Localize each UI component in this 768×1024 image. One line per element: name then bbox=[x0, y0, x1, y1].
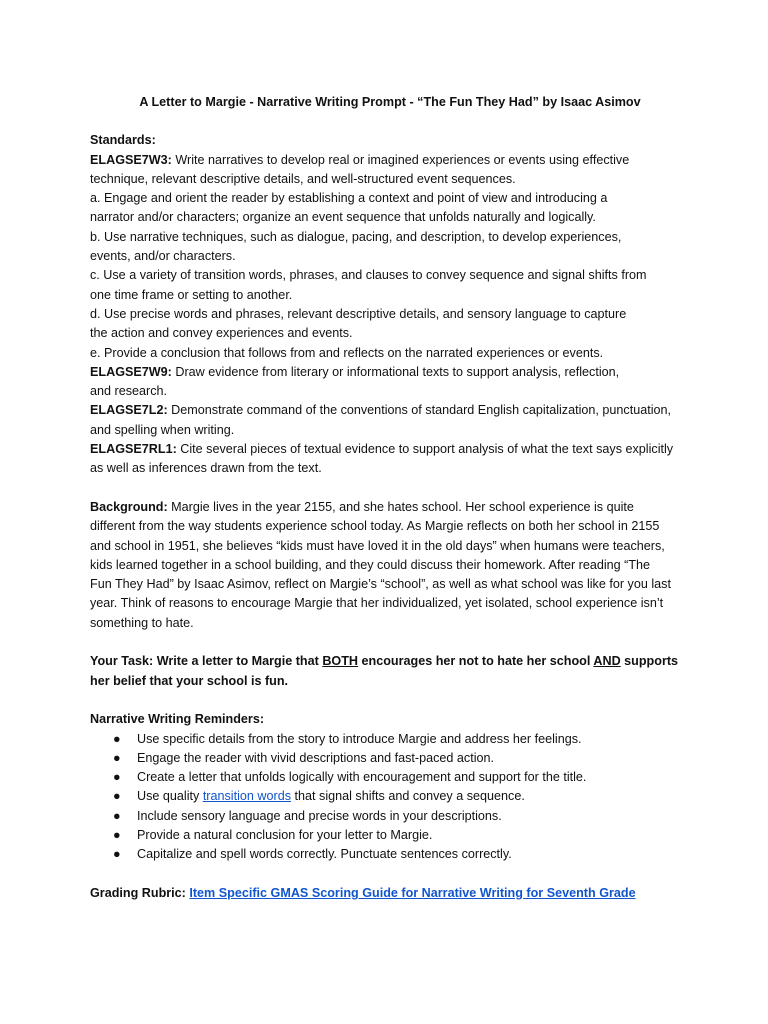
spacer bbox=[90, 865, 690, 884]
background-line-6: year. Think of reasons to encourage Margie that her individualized, yet isolated, school experience isn’t bbox=[90, 596, 664, 611]
standard-l2-line-2: and spelling when writing. bbox=[90, 422, 235, 437]
standard-b-line-1: b. Use narrative techniques, such as dialogue, pacing, and description, to develop experiences, bbox=[90, 229, 622, 244]
transition-words-link[interactable]: transition words bbox=[202, 789, 292, 804]
task-line-2: her belief that your school is fun. bbox=[90, 673, 289, 688]
reminders-heading: Narrative Writing Reminders: bbox=[90, 712, 265, 727]
list-item bbox=[90, 826, 690, 845]
reminder-text: Engage the reader with vivid descriptions and fast-paced action. bbox=[137, 750, 495, 765]
list-item bbox=[90, 749, 690, 768]
list-item bbox=[90, 787, 690, 806]
standard-c-line-1: c. Use a variety of transition words, phrases, and clauses to convey sequence and signal shifts from bbox=[90, 268, 647, 283]
reminder-text: Create a letter that unfolds logically with encouragement and support for the title. bbox=[137, 770, 587, 785]
rubric-link[interactable]: Item Specific GMAS Scoring Guide for Narrative Writing for Seventh Grade bbox=[189, 885, 636, 900]
bullet-icon: ● bbox=[113, 827, 121, 842]
standard-w3-line-2: technique, relevant descriptive details, and well-structured event sequences. bbox=[90, 171, 516, 186]
background-line-4: kids learned together in a school building, and they could discuss their homework. After reading “The bbox=[90, 557, 651, 572]
background-line-1 bbox=[90, 498, 690, 517]
standard-rl1-code: ELAGSE7RL1: bbox=[90, 442, 177, 457]
reminders-list bbox=[90, 730, 690, 865]
standard-rl1-text: Cite several pieces of textual evidence to support analysis of what the text says explicitly bbox=[176, 442, 674, 457]
task-line-1 bbox=[90, 652, 690, 671]
standard-l2-line-1 bbox=[90, 401, 690, 420]
task-emphasis-and: AND bbox=[593, 654, 621, 669]
bullet-icon: ● bbox=[113, 847, 121, 862]
background-line-7: something to hate. bbox=[90, 615, 194, 630]
document-page bbox=[90, 93, 690, 903]
background-text: Margie lives in the year 2155, and she hates school. Her school experience is quite bbox=[167, 499, 634, 514]
standard-d-line-2: the action and convey experiences and events. bbox=[90, 326, 353, 341]
task-text-3: supports bbox=[620, 654, 679, 669]
list-item bbox=[90, 807, 690, 826]
standard-rl1-line-2: as well as inferences drawn from the text. bbox=[90, 461, 322, 476]
standard-w3-code: ELAGSE7W3: bbox=[90, 152, 172, 167]
background-line-5: Fun They Had” by Isaac Asimov, reflect on Margie’s “school”, as well as what school was like for you last bbox=[90, 577, 671, 592]
task-text-1: Your Task: Write a letter to Margie that bbox=[90, 654, 323, 669]
document-title: A Letter to Margie - Narrative Writing Prompt - “The Fun They Had” by Isaac Asimov bbox=[139, 95, 641, 109]
standard-w3-line-1 bbox=[90, 151, 690, 170]
reminder-text: Provide a natural conclusion for your letter to Margie. bbox=[137, 827, 433, 842]
list-item bbox=[90, 730, 690, 749]
standard-e-line-1: e. Provide a conclusion that follows from and reflects on the narrated experiences or events. bbox=[90, 345, 604, 360]
standard-a-line-2: narrator and/or characters; organize an event sequence that unfolds naturally and logically. bbox=[90, 210, 596, 225]
bullet-icon: ● bbox=[113, 750, 121, 765]
background-section bbox=[90, 498, 690, 633]
standard-rl1-line-1 bbox=[90, 440, 690, 459]
spacer bbox=[90, 479, 690, 498]
reminder-text: Capitalize and spell words correctly. Punctuate sentences correctly. bbox=[137, 847, 512, 862]
bullet-icon: ● bbox=[113, 770, 121, 785]
standards-section bbox=[90, 131, 690, 478]
reminder-text: Use quality bbox=[137, 789, 203, 804]
standard-b-line-2: events, and/or characters. bbox=[90, 249, 236, 264]
bullet-icon: ● bbox=[113, 808, 121, 823]
spacer bbox=[90, 633, 690, 652]
standard-w3-text: Write narratives to develop real or imagined experiences or events using effective bbox=[171, 152, 630, 167]
standard-w9-text: Draw evidence from literary or informational texts to support analysis, reflection, bbox=[171, 364, 620, 379]
task-text-2: encourages her not to hate her school bbox=[358, 654, 594, 669]
standard-l2-text: Demonstrate command of the conventions of standard English capitalization, punctuation, bbox=[167, 403, 672, 418]
standard-d-line-1: d. Use precise words and phrases, relevant descriptive details, and sensory language to capture bbox=[90, 306, 627, 321]
standard-w9-line-1 bbox=[90, 363, 690, 382]
standard-l2-code: ELAGSE7L2: bbox=[90, 403, 168, 418]
reminder-text-tail: that signal shifts and convey a sequence. bbox=[291, 789, 525, 804]
background-line-2: different from the way students experience school today. As Margie reflects on both her school in 2155 bbox=[90, 519, 660, 534]
spacer bbox=[90, 691, 690, 710]
rubric-line bbox=[90, 884, 690, 903]
standard-c-line-2: one time frame or setting to another. bbox=[90, 287, 293, 302]
reminder-text: Use specific details from the story to introduce Margie and address her feelings. bbox=[137, 731, 582, 746]
list-item bbox=[90, 768, 690, 787]
standard-w9-code: ELAGSE7W9: bbox=[90, 364, 172, 379]
bullet-icon: ● bbox=[113, 789, 121, 804]
standards-heading: Standards: bbox=[90, 133, 156, 148]
list-item bbox=[90, 845, 690, 864]
bullet-icon: ● bbox=[113, 731, 121, 746]
standard-a-line-1: a. Engage and orient the reader by establishing a context and point of view and introducing a bbox=[90, 191, 608, 206]
background-line-3: and school in 1951, she believes “kids must have loved it in the old days” when humans were teachers, bbox=[90, 538, 665, 553]
background-label: Background: bbox=[90, 499, 168, 514]
standard-w9-line-2: and research. bbox=[90, 384, 168, 399]
task-section bbox=[90, 652, 690, 691]
rubric-label: Grading Rubric: bbox=[90, 885, 190, 900]
task-emphasis-both: BOTH bbox=[322, 654, 359, 669]
reminder-text: Include sensory language and precise words in your descriptions. bbox=[137, 808, 502, 823]
reminders-section bbox=[90, 710, 690, 864]
